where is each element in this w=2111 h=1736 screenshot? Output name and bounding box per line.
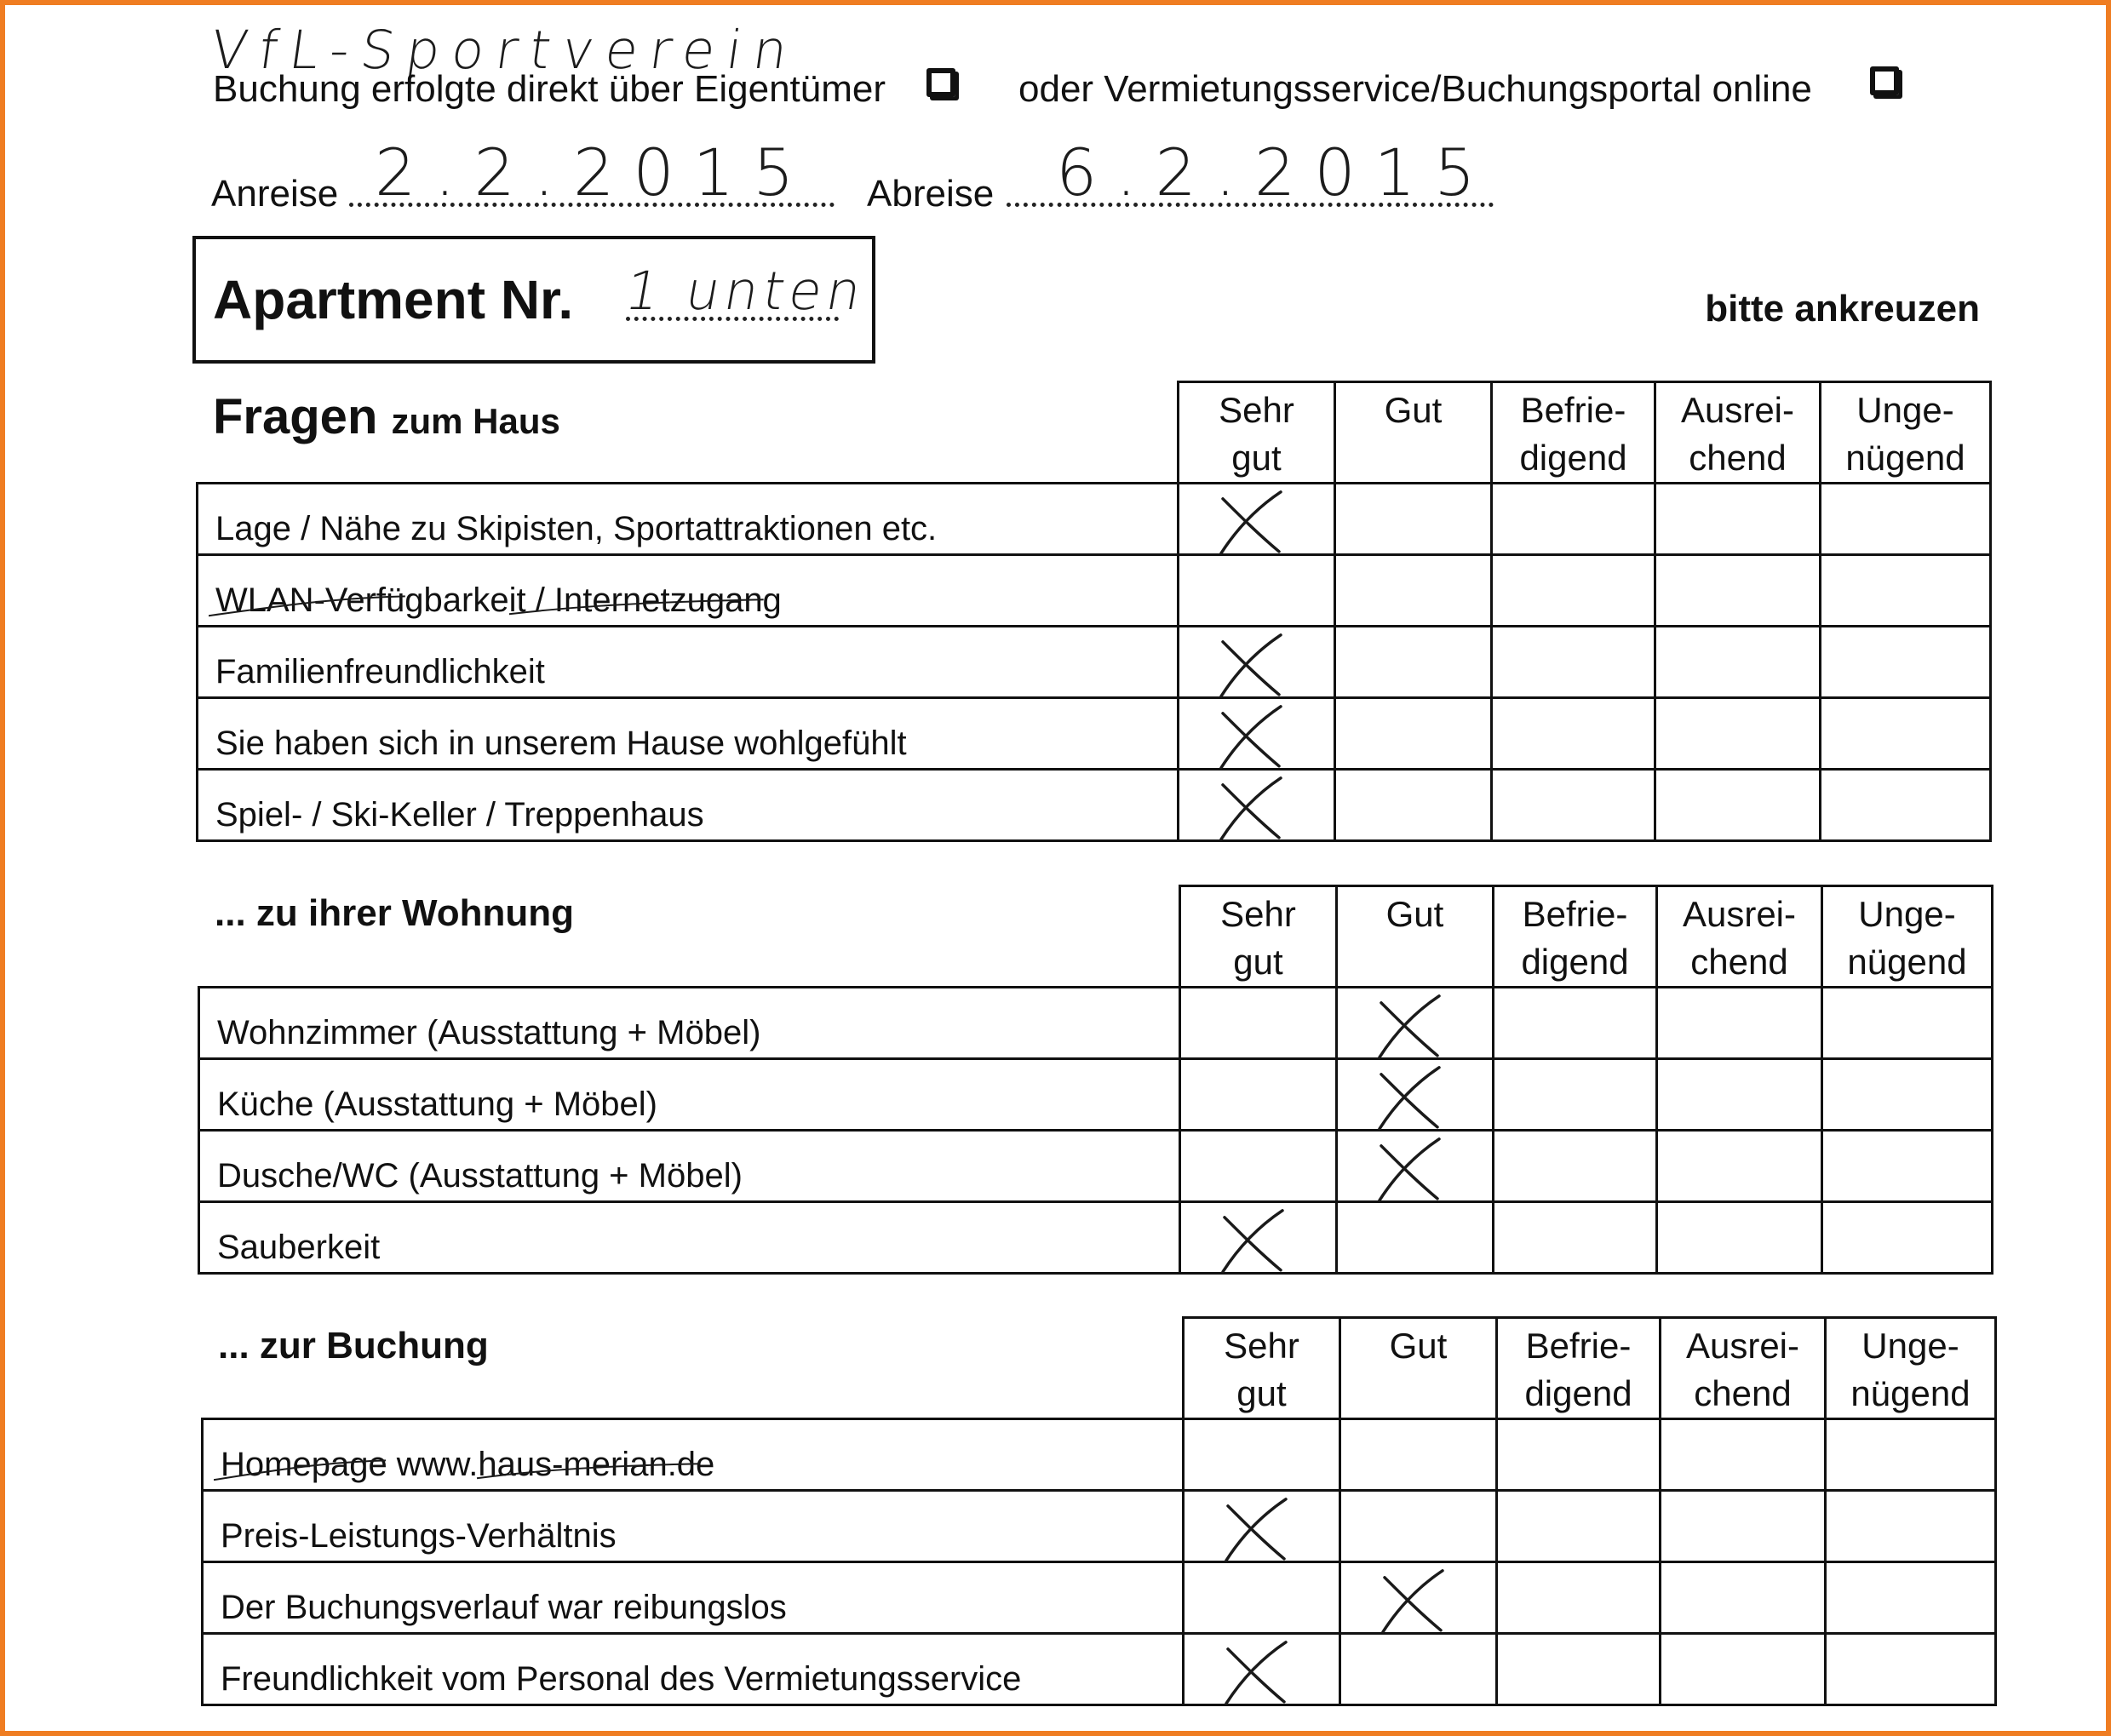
departure-value[interactable]: 6.2.2015 — [1056, 135, 1494, 210]
tick-instruction: bitte ankreuzen — [1705, 288, 1980, 329]
question-text: Küche (Ausstattung + Möbel) — [217, 1086, 657, 1123]
column-header-text: Befrie- — [1522, 894, 1628, 934]
column-header-sehr-gut — [1179, 382, 1335, 484]
question-label — [199, 1202, 1180, 1274]
column-header-text: Befrie- — [1525, 1326, 1632, 1366]
rating-cell-ausreichend[interactable] — [1661, 1491, 1826, 1562]
rating-cell-sehr-gut[interactable] — [1184, 1562, 1340, 1634]
table-row — [199, 988, 1993, 1059]
rating-cell-ausreichend[interactable] — [1655, 770, 1821, 841]
question-text: Freundlichkeit vom Personal des Vermietungsservice — [221, 1660, 1022, 1698]
rating-cell-befriedigend[interactable] — [1497, 1491, 1661, 1562]
header-spacer — [198, 382, 1179, 484]
column-header-ungenuegend — [1826, 1318, 1996, 1419]
column-header-text — [1336, 434, 1490, 482]
rating-cell-ungenuegend[interactable] — [1821, 555, 1991, 627]
rating-cell-gut[interactable] — [1337, 1059, 1494, 1131]
booking-direct-checkbox[interactable] — [926, 68, 955, 97]
table-row — [198, 484, 1991, 555]
rating-cell-sehr-gut[interactable] — [1184, 1491, 1340, 1562]
question-text: Preis-Leistungs-Verhältnis — [221, 1517, 617, 1555]
column-header-text: Sehr — [1220, 894, 1296, 934]
column-header-text: gut — [1231, 438, 1282, 478]
column-header-text: Gut — [1389, 1326, 1448, 1366]
rating-cell-befriedigend[interactable] — [1492, 484, 1655, 555]
column-header-text: Unge- — [1856, 390, 1954, 430]
question-text: Lage / Nähe zu Skipisten, Sportattraktionen etc. — [215, 510, 938, 547]
rating-cell-ungenuegend[interactable] — [1826, 1634, 1996, 1705]
question-label — [198, 698, 1179, 770]
rating-cell-befriedigend[interactable] — [1494, 1202, 1657, 1274]
booking-rating-table — [201, 1316, 1997, 1706]
column-header-ausreichend — [1661, 1318, 1826, 1419]
rating-cell-ungenuegend[interactable] — [1821, 698, 1991, 770]
cross-mark-icon — [1374, 1137, 1443, 1201]
rating-cell-ungenuegend[interactable] — [1826, 1562, 1996, 1634]
rating-cell-ausreichend[interactable] — [1661, 1419, 1826, 1491]
column-header-ausreichend — [1657, 886, 1822, 988]
rating-cell-gut[interactable] — [1337, 1202, 1494, 1274]
table-row — [199, 1202, 1993, 1274]
table-row — [198, 627, 1991, 698]
column-header-text: Gut — [1385, 894, 1444, 934]
rating-cell-ausreichend[interactable] — [1657, 1202, 1822, 1274]
question-text: Sie haben sich in unserem Hause wohlgefühlt — [215, 725, 907, 762]
column-header-befriedigend — [1497, 1318, 1661, 1419]
arrival-label: Anreise — [211, 173, 339, 215]
booking-portal-checkbox[interactable] — [1870, 66, 1899, 95]
column-header-text: chend — [1694, 1373, 1792, 1413]
column-header-text: digend — [1524, 1373, 1632, 1413]
column-header-text: nügend — [1850, 1373, 1970, 1413]
rating-cell-befriedigend[interactable] — [1497, 1634, 1661, 1705]
question-text: Der Buchungsverlauf war reibungslos — [221, 1589, 787, 1626]
rating-cell-ungenuegend[interactable] — [1826, 1419, 1996, 1491]
rating-cell-ungenuegend[interactable] — [1822, 1202, 1993, 1274]
column-header-text: chend — [1690, 942, 1788, 982]
column-header-text: nügend — [1845, 438, 1965, 478]
booking-portal-label: oder Vermietungsservice/Buchungsportal online — [1018, 68, 1812, 110]
rating-cell-gut[interactable] — [1335, 698, 1492, 770]
column-header-ungenuegend — [1821, 382, 1991, 484]
question-label — [203, 1562, 1184, 1634]
rating-cell-gut[interactable] — [1337, 1131, 1494, 1202]
column-header-befriedigend — [1494, 886, 1657, 988]
rating-cell-sehr-gut[interactable] — [1179, 627, 1335, 698]
rating-cell-ausreichend[interactable] — [1657, 988, 1822, 1059]
cross-mark-icon — [1216, 704, 1284, 769]
rating-cell-befriedigend[interactable] — [1492, 555, 1655, 627]
question-text: Dusche/WC (Ausstattung + Möbel) — [217, 1157, 743, 1195]
rating-cell-gut[interactable] — [1335, 555, 1492, 627]
rating-header-row — [203, 1318, 1996, 1419]
question-text: Familienfreundlichkeit — [215, 653, 545, 690]
table-row — [198, 770, 1991, 841]
column-header-text: Befrie- — [1520, 390, 1626, 430]
rating-cell-ausreichend[interactable] — [1655, 627, 1821, 698]
rating-cell-ungenuegend[interactable] — [1821, 484, 1991, 555]
rating-cell-ausreichend[interactable] — [1661, 1634, 1826, 1705]
column-header-text: Unge- — [1858, 894, 1956, 934]
booking-direct-label: Buchung erfolgte direkt über Eigentümer — [213, 68, 886, 110]
column-header-text: Ausrei- — [1680, 390, 1795, 430]
rating-cell-befriedigend[interactable] — [1492, 698, 1655, 770]
apartment-label: Apartment Nr. — [213, 269, 574, 330]
rating-cell-sehr-gut[interactable] — [1179, 698, 1335, 770]
column-header-text: gut — [1233, 942, 1283, 982]
rating-cell-befriedigend[interactable] — [1494, 1059, 1657, 1131]
cross-mark-icon — [1216, 490, 1284, 554]
cross-mark-icon — [1216, 776, 1284, 840]
column-header-ungenuegend — [1822, 886, 1993, 988]
question-label — [203, 1634, 1184, 1705]
section-apartment-title: ... zu ihrer Wohnung — [215, 892, 575, 934]
departure-label: Abreise — [867, 173, 995, 215]
column-header-text: Unge- — [1861, 1326, 1959, 1366]
question-label — [203, 1419, 1184, 1491]
rating-cell-ausreichend[interactable] — [1655, 555, 1821, 627]
cross-mark-icon — [1221, 1497, 1289, 1561]
rating-cell-gut[interactable] — [1340, 1419, 1497, 1491]
column-header-gut — [1337, 886, 1494, 988]
rating-cell-befriedigend[interactable] — [1494, 988, 1657, 1059]
cross-mark-icon — [1218, 1208, 1286, 1273]
table-row — [199, 1131, 1993, 1202]
question-text: Spiel- / Ski-Keller / Treppenhaus — [215, 796, 704, 834]
table-row — [198, 698, 1991, 770]
column-header-sehr-gut — [1184, 1318, 1340, 1419]
strike-through-mark — [209, 587, 787, 619]
rating-cell-ausreichend[interactable] — [1661, 1562, 1826, 1634]
rating-cell-ungenuegend[interactable] — [1826, 1491, 1996, 1562]
column-header-ausreichend — [1655, 382, 1821, 484]
rating-cell-sehr-gut[interactable] — [1184, 1634, 1340, 1705]
question-label — [199, 1131, 1180, 1202]
rating-cell-sehr-gut[interactable] — [1184, 1419, 1340, 1491]
table-row — [203, 1562, 1996, 1634]
cross-mark-icon — [1216, 633, 1284, 697]
rating-cell-gut[interactable] — [1340, 1634, 1497, 1705]
apartment-rating-table — [198, 885, 1993, 1275]
rating-cell-ausreichend[interactable] — [1657, 1131, 1822, 1202]
column-header-text: Ausrei- — [1685, 1326, 1800, 1366]
question-text: Wohnzimmer (Ausstattung + Möbel) — [217, 1014, 761, 1051]
column-header-text: Gut — [1384, 390, 1443, 430]
rating-cell-ausreichend[interactable] — [1655, 484, 1821, 555]
rating-cell-gut[interactable] — [1335, 627, 1492, 698]
column-header-befriedigend — [1492, 382, 1655, 484]
column-header-text — [1341, 1370, 1495, 1418]
table-row — [199, 1059, 1993, 1131]
header-spacer — [199, 886, 1180, 988]
column-header-text: Sehr — [1219, 390, 1294, 430]
cross-mark-icon — [1374, 994, 1443, 1058]
header-spacer — [203, 1318, 1184, 1419]
rating-cell-befriedigend[interactable] — [1497, 1562, 1661, 1634]
rating-cell-gut[interactable] — [1335, 484, 1492, 555]
handwritten-club-name: VfL-Sportverein — [206, 19, 804, 81]
rating-cell-gut[interactable] — [1337, 988, 1494, 1059]
rating-cell-ungenuegend[interactable] — [1821, 627, 1991, 698]
section-house-title-main: Fragen — [213, 389, 378, 444]
rating-cell-sehr-gut[interactable] — [1180, 1059, 1337, 1131]
rating-cell-befriedigend[interactable] — [1492, 627, 1655, 698]
rating-cell-sehr-gut[interactable] — [1180, 988, 1337, 1059]
rating-header-row — [198, 382, 1991, 484]
question-label — [199, 1059, 1180, 1131]
rating-cell-sehr-gut[interactable] — [1179, 770, 1335, 841]
rating-cell-ausreichend[interactable] — [1655, 698, 1821, 770]
rating-cell-sehr-gut[interactable] — [1179, 555, 1335, 627]
column-header-text: digend — [1519, 438, 1627, 478]
column-header-gut — [1340, 1318, 1497, 1419]
rating-cell-ungenuegend[interactable] — [1821, 770, 1991, 841]
rating-cell-befriedigend[interactable] — [1494, 1131, 1657, 1202]
column-header-text: Ausrei- — [1682, 894, 1797, 934]
house-rating-table — [196, 381, 1992, 842]
apartment-value[interactable]: 1 unten — [620, 260, 871, 322]
cross-mark-icon — [1374, 1065, 1443, 1130]
rating-cell-befriedigend[interactable] — [1492, 770, 1655, 841]
column-header-text: digend — [1521, 942, 1629, 982]
column-header-text — [1338, 938, 1492, 986]
cross-mark-icon — [1378, 1568, 1446, 1633]
rating-cell-gut[interactable] — [1340, 1491, 1497, 1562]
column-header-text: gut — [1236, 1373, 1287, 1413]
question-text: WLAN-Verfügbarkeit / Internetzugang — [215, 582, 782, 619]
column-header-text: chend — [1689, 438, 1787, 478]
table-row — [203, 1634, 1996, 1705]
rating-cell-ungenuegend[interactable] — [1822, 1131, 1993, 1202]
rating-cell-ungenuegend[interactable] — [1822, 1059, 1993, 1131]
question-label — [198, 770, 1179, 841]
rating-cell-sehr-gut[interactable] — [1180, 1131, 1337, 1202]
arrival-value[interactable]: 2.2.2015 — [375, 135, 813, 210]
strike-through-mark — [214, 1451, 720, 1483]
column-header-text: nügend — [1847, 942, 1967, 982]
section-house-title-rest: zum Haus — [391, 401, 560, 441]
cross-mark-icon — [1221, 1640, 1289, 1704]
table-row — [198, 555, 1991, 627]
rating-cell-gut[interactable] — [1340, 1562, 1497, 1634]
rating-cell-ausreichend[interactable] — [1657, 1059, 1822, 1131]
rating-cell-ungenuegend[interactable] — [1822, 988, 1993, 1059]
column-header-gut — [1335, 382, 1492, 484]
rating-cell-sehr-gut[interactable] — [1180, 1202, 1337, 1274]
rating-header-row — [199, 886, 1993, 988]
column-header-sehr-gut — [1180, 886, 1337, 988]
table-row — [203, 1491, 1996, 1562]
question-text: Homepage www.haus-merian.de — [221, 1446, 714, 1483]
question-text: Sauberkeit — [217, 1229, 381, 1266]
question-label — [198, 555, 1179, 627]
rating-cell-gut[interactable] — [1335, 770, 1492, 841]
question-label — [203, 1491, 1184, 1562]
question-label — [198, 484, 1179, 555]
column-header-text: Sehr — [1224, 1326, 1299, 1366]
rating-cell-sehr-gut[interactable] — [1179, 484, 1335, 555]
table-row — [203, 1419, 1996, 1491]
question-label — [199, 988, 1180, 1059]
question-label — [198, 627, 1179, 698]
section-booking-title: ... zur Buchung — [218, 1325, 489, 1366]
rating-cell-befriedigend[interactable] — [1497, 1419, 1661, 1491]
